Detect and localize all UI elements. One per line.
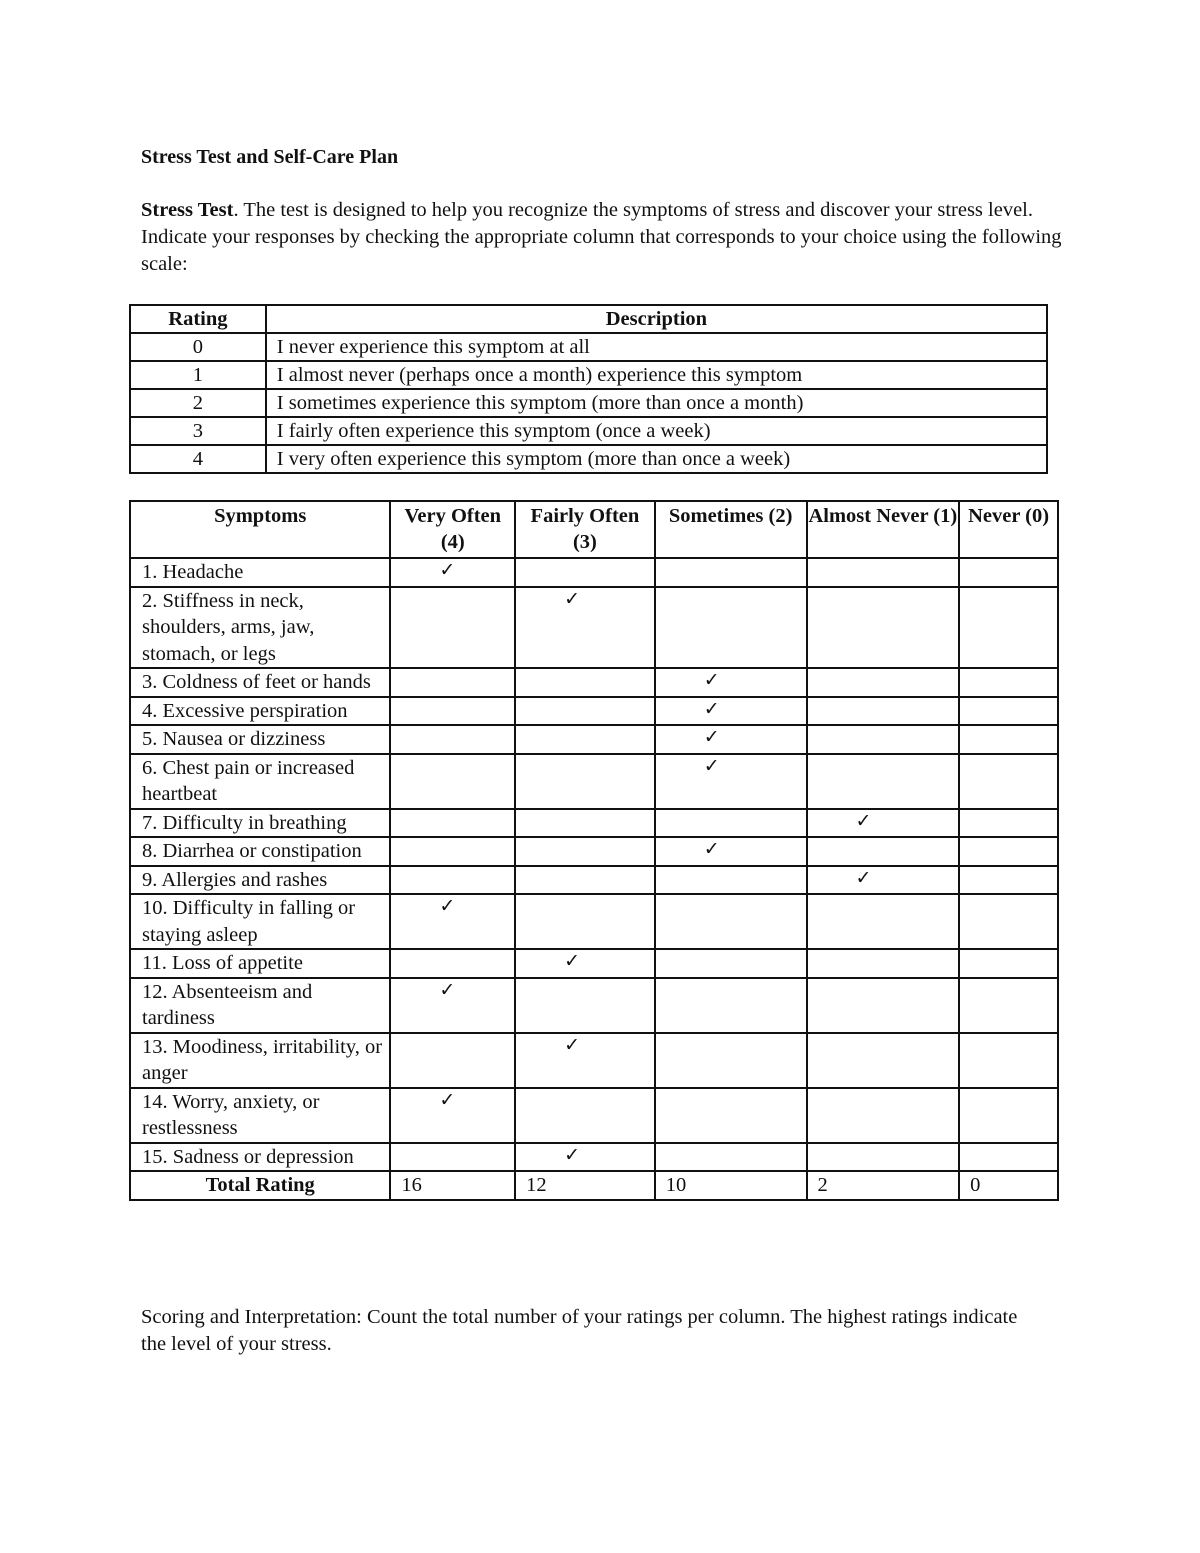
scale-description: I almost never (perhaps once a month) experience this symptom <box>266 361 1047 389</box>
rating-cell[interactable] <box>515 725 655 754</box>
rating-cell[interactable] <box>515 668 655 697</box>
symptom-label: 13. Moodiness, irritability, or anger <box>130 1033 390 1088</box>
symptoms-header-row <box>130 501 1058 558</box>
rating-cell[interactable] <box>655 978 807 1033</box>
header-fairly-often: Fairly Often (3) <box>515 501 655 558</box>
rating-cell[interactable] <box>959 978 1058 1033</box>
header-sometimes: Sometimes (2) <box>655 501 807 558</box>
check-mark-icon: ✓ <box>564 1033 581 1056</box>
check-mark-icon: ✓ <box>564 1143 581 1166</box>
rating-cell[interactable] <box>655 837 807 866</box>
rating-cell[interactable] <box>515 978 655 1033</box>
rating-cell[interactable] <box>515 587 655 669</box>
rating-cell[interactable] <box>655 1088 807 1143</box>
rating-cell[interactable] <box>390 587 515 669</box>
symptom-row <box>130 1088 1058 1143</box>
rating-cell[interactable] <box>515 866 655 895</box>
symptom-label: 3. Coldness of feet or hands <box>130 668 390 697</box>
check-mark-icon: ✓ <box>703 754 720 777</box>
rating-cell[interactable] <box>390 697 515 726</box>
rating-cell[interactable] <box>655 587 807 669</box>
rating-cell[interactable] <box>807 587 960 669</box>
total-very-often: 16 <box>390 1171 515 1200</box>
check-mark-icon: ✓ <box>855 809 872 832</box>
check-mark-icon: ✓ <box>703 838 720 860</box>
rating-cell[interactable] <box>655 754 807 809</box>
rating-cell[interactable] <box>807 1143 960 1172</box>
rating-cell[interactable] <box>807 894 960 949</box>
rating-cell[interactable] <box>959 725 1058 754</box>
symptom-label: 6. Chest pain or increased heartbeat <box>130 754 390 809</box>
symptom-row <box>130 1033 1058 1088</box>
rating-cell[interactable] <box>655 1143 807 1172</box>
rating-cell[interactable] <box>959 894 1058 949</box>
symptom-label: 2. Stiffness in neck, shoulders, arms, jaw, stomach, or legs <box>130 587 390 669</box>
rating-cell[interactable] <box>390 894 515 949</box>
rating-cell[interactable] <box>807 668 960 697</box>
rating-cell[interactable] <box>515 837 655 866</box>
symptom-row <box>130 894 1058 949</box>
total-never: 0 <box>959 1171 1058 1200</box>
rating-cell[interactable] <box>655 725 807 754</box>
symptom-row <box>130 725 1058 754</box>
rating-cell[interactable] <box>807 866 960 895</box>
rating-scale-table <box>129 304 1048 474</box>
check-mark-icon: ✓ <box>439 978 456 1001</box>
symptom-label: 10. Difficulty in falling or staying asleep <box>130 894 390 949</box>
rating-cell[interactable] <box>515 949 655 978</box>
intro-lead: Stress Test <box>141 199 234 221</box>
symptom-label: 9. Allergies and rashes <box>130 866 390 895</box>
rating-cell[interactable] <box>390 809 515 838</box>
rating-cell[interactable] <box>807 558 960 587</box>
rating-cell[interactable] <box>390 978 515 1033</box>
scale-description: I never experience this symptom at all <box>266 333 1047 361</box>
scale-rating-value: 3 <box>130 417 266 445</box>
rating-cell[interactable] <box>807 1033 960 1088</box>
scale-header-description: Description <box>266 305 1047 333</box>
scale-row <box>130 333 1047 361</box>
symptom-row <box>130 587 1058 669</box>
rating-cell[interactable] <box>959 1088 1058 1143</box>
scale-header-row <box>130 305 1047 333</box>
check-mark-icon: ✓ <box>439 1088 456 1111</box>
rating-cell[interactable] <box>959 949 1058 978</box>
symptom-label: 12. Absenteeism and tardiness <box>130 978 390 1033</box>
rating-cell[interactable] <box>807 754 960 809</box>
rating-cell[interactable] <box>390 558 515 587</box>
rating-cell[interactable] <box>390 668 515 697</box>
rating-cell[interactable] <box>655 558 807 587</box>
rating-cell[interactable] <box>807 837 960 866</box>
rating-cell[interactable] <box>515 1033 655 1088</box>
rating-cell[interactable] <box>807 978 960 1033</box>
check-mark-icon: ✓ <box>439 895 456 917</box>
rating-cell[interactable] <box>959 587 1058 669</box>
symptom-row <box>130 837 1058 866</box>
scale-rating-value: 2 <box>130 389 266 417</box>
scale-row <box>130 389 1047 417</box>
rating-cell[interactable] <box>515 754 655 809</box>
check-mark-icon: ✓ <box>564 950 581 972</box>
scale-row <box>130 445 1047 473</box>
rating-cell[interactable] <box>655 949 807 978</box>
symptom-row <box>130 949 1058 978</box>
rating-cell[interactable] <box>390 725 515 754</box>
total-rating-label: Total Rating <box>130 1171 390 1200</box>
check-mark-icon: ✓ <box>703 726 720 748</box>
rating-cell[interactable] <box>655 894 807 949</box>
symptoms-table <box>129 500 1059 1201</box>
rating-cell[interactable] <box>655 1033 807 1088</box>
total-sometimes: 10 <box>655 1171 807 1200</box>
scale-description: I fairly often experience this symptom (once a week) <box>266 417 1047 445</box>
symptom-label: 14. Worry, anxiety, or restlessness <box>130 1088 390 1143</box>
symptom-label: 8. Diarrhea or constipation <box>130 837 390 866</box>
rating-cell[interactable] <box>655 697 807 726</box>
header-never: Never (0) <box>959 501 1058 558</box>
total-rating-row <box>130 1171 1058 1200</box>
scale-rating-value: 0 <box>130 333 266 361</box>
check-mark-icon: ✓ <box>703 697 720 720</box>
rating-cell[interactable] <box>959 558 1058 587</box>
rating-cell[interactable] <box>390 1033 515 1088</box>
scale-rating-value: 1 <box>130 361 266 389</box>
rating-cell[interactable] <box>959 1033 1058 1088</box>
rating-cell[interactable] <box>807 697 960 726</box>
rating-cell[interactable] <box>959 754 1058 809</box>
scale-header-rating: Rating <box>130 305 266 333</box>
rating-cell[interactable] <box>390 949 515 978</box>
symptom-label: 11. Loss of appetite <box>130 949 390 978</box>
scoring-interpretation: Scoring and Interpretation: Count the total number of your ratings per column. The highest ratings indicate the level of your stress. <box>141 1306 1018 1355</box>
rating-cell[interactable] <box>515 697 655 726</box>
symptom-label: 1. Headache <box>130 558 390 587</box>
check-mark-icon: ✓ <box>703 669 720 691</box>
rating-cell[interactable] <box>515 809 655 838</box>
symptom-row <box>130 754 1058 809</box>
scale-description: I sometimes experience this symptom (more than once a month) <box>266 389 1047 417</box>
check-mark-icon: ✓ <box>855 866 872 889</box>
symptom-row <box>130 866 1058 895</box>
rating-cell[interactable] <box>807 1088 960 1143</box>
rating-cell[interactable] <box>390 837 515 866</box>
symptom-label: 5. Nausea or dizziness <box>130 725 390 754</box>
header-symptoms: Symptoms <box>130 501 390 558</box>
rating-cell[interactable] <box>959 668 1058 697</box>
symptom-label: 7. Difficulty in breathing <box>130 809 390 838</box>
rating-cell[interactable] <box>807 949 960 978</box>
symptom-row <box>130 978 1058 1033</box>
rating-cell[interactable] <box>959 809 1058 838</box>
symptom-label: 4. Excessive perspiration <box>130 697 390 726</box>
symptom-label: 15. Sadness or depression <box>130 1143 390 1172</box>
check-mark-icon: ✓ <box>564 587 581 610</box>
check-mark-icon: ✓ <box>439 559 456 581</box>
total-almost-never: 2 <box>807 1171 960 1200</box>
rating-cell[interactable] <box>655 809 807 838</box>
rating-cell[interactable] <box>515 558 655 587</box>
rating-cell[interactable] <box>515 894 655 949</box>
rating-cell[interactable] <box>390 1143 515 1172</box>
rating-cell[interactable] <box>807 725 960 754</box>
symptom-row <box>130 668 1058 697</box>
rating-cell[interactable] <box>959 837 1058 866</box>
rating-cell[interactable] <box>515 1088 655 1143</box>
symptom-row <box>130 697 1058 726</box>
scale-rating-value: 4 <box>130 445 266 473</box>
rating-cell[interactable] <box>515 1143 655 1172</box>
document-title: Stress Test and Self-Care Plan <box>141 146 399 168</box>
rating-cell[interactable] <box>390 866 515 895</box>
rating-cell[interactable] <box>390 1088 515 1143</box>
scale-row <box>130 361 1047 389</box>
rating-cell[interactable] <box>959 1143 1058 1172</box>
intro-text: . The test is designed to help you recognize the symptoms of stress and discover your stress level. Indicate your responses by checking the appropriate column that corresponds to your choice using the following scale: <box>141 199 1062 275</box>
rating-cell[interactable] <box>655 668 807 697</box>
header-very-often: Very Often (4) <box>390 501 515 558</box>
rating-cell[interactable] <box>655 866 807 895</box>
rating-cell[interactable] <box>959 697 1058 726</box>
header-almost-never: Almost Never (1) <box>807 501 960 558</box>
intro-paragraph <box>141 197 1071 278</box>
rating-cell[interactable] <box>390 754 515 809</box>
symptom-row <box>130 809 1058 838</box>
symptom-row <box>130 1143 1058 1172</box>
total-fairly-often: 12 <box>515 1171 655 1200</box>
symptom-row <box>130 558 1058 587</box>
rating-cell[interactable] <box>807 809 960 838</box>
rating-cell[interactable] <box>959 866 1058 895</box>
scale-row <box>130 417 1047 445</box>
scale-description: I very often experience this symptom (more than once a week) <box>266 445 1047 473</box>
